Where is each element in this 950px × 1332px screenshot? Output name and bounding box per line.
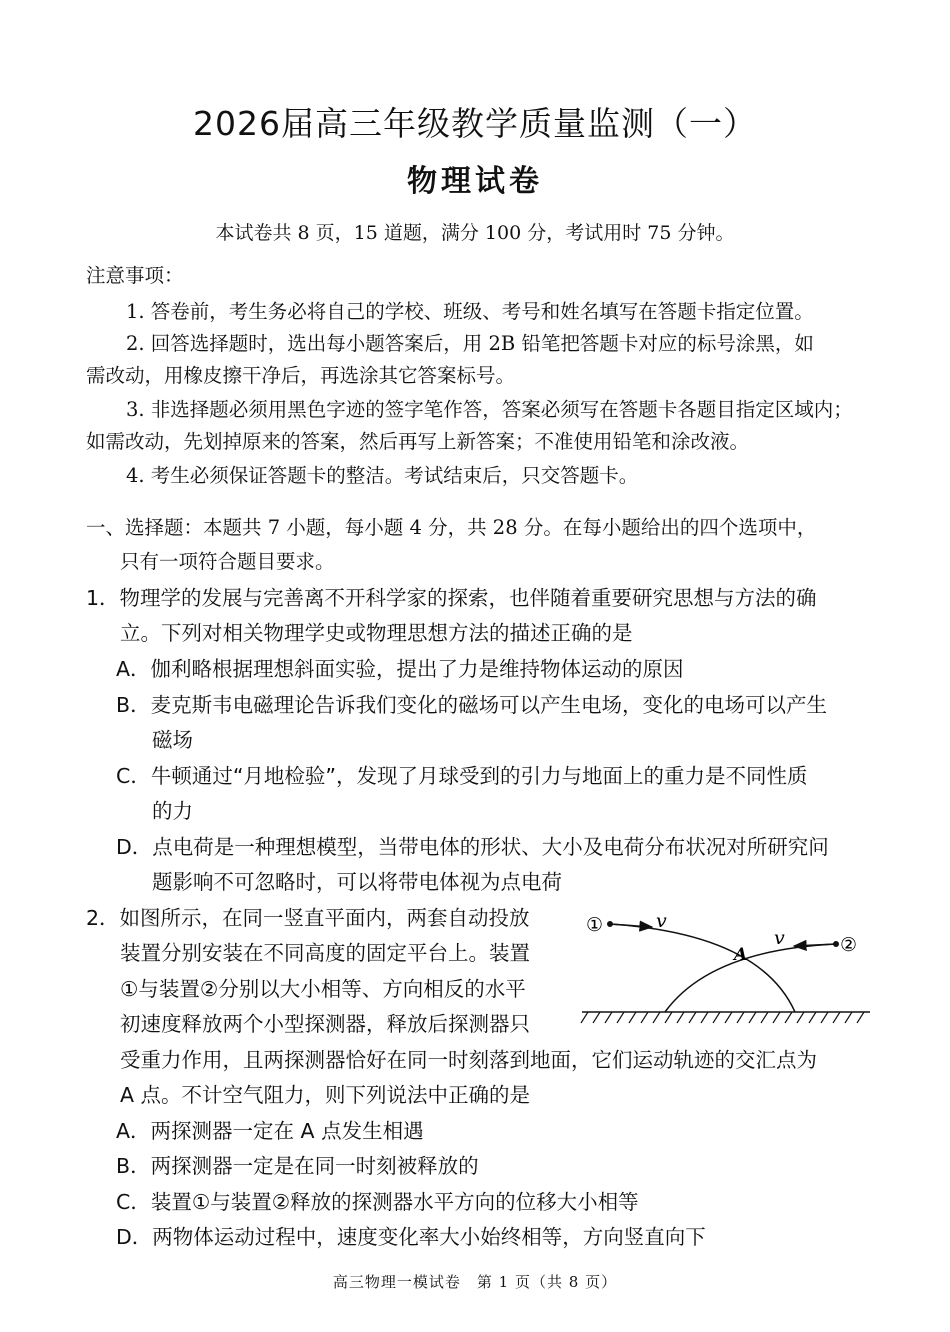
q2-option-c: C．装置①与装置②释放的探测器水平方向的位移大小相等: [116, 1190, 639, 1214]
notice-line: 4. 考生必须保证答题卡的整洁。考试结束后，只交答题卡。: [126, 464, 639, 487]
notice-line: 3. 非选择题必须用黑色字迹的签字笔作答，答案必须写在答题卡各题目指定区域内；: [126, 398, 853, 421]
device-label-2: ②: [840, 934, 858, 956]
q1-option-b-cont: 磁场: [152, 728, 193, 752]
q1-option-b: B．麦克斯韦电磁理论告诉我们变化的磁场可以产生电场，变化的电场可以产生: [116, 693, 828, 717]
exam-info: 本试卷共 8 页，15 道题，满分 100 分，考试用时 75 分钟。: [215, 222, 735, 244]
q2-stem: A 点。不计空气阻力，则下列说法中正确的是: [120, 1083, 531, 1107]
velocity-arrow-2: [794, 944, 836, 946]
notice-line: 需改动，用橡皮擦干净后，再选涂其它答案标号。: [86, 364, 516, 387]
q2-option-d: D．两物体运动过程中，速度变化率大小始终相等，方向竖直向下: [116, 1225, 706, 1249]
intersection-label: A: [734, 945, 748, 965]
q2-stem: 2．如图所示，在同一竖直平面内，两套自动投放: [86, 906, 530, 930]
exam-title: 2026届高三年级教学质量监测（一）: [193, 104, 757, 143]
q1-stem: 立。下列对相关物理学史或物理思想方法的描述正确的是: [120, 621, 633, 645]
velocity-label-2: v: [774, 927, 785, 949]
q1-option-d: D．点电荷是一种理想模型，当带电体的形状、大小及电荷分布状况对所研究问: [116, 835, 829, 859]
notice-heading: 注意事项：: [86, 264, 184, 287]
q1-option-a: A．伽利略根据理想斜面实验，提出了力是维持物体运动的原因: [116, 657, 684, 681]
q2-option-b: B．两探测器一定是在同一时刻被释放的: [116, 1154, 479, 1178]
q2-stem: 装置分别安装在不同高度的固定平台上。装置: [120, 941, 530, 965]
page-footer: 高三物理一模试卷 第 1 页（共 8 页）: [332, 1273, 618, 1291]
device-label-1: ①: [586, 914, 604, 936]
section-heading: 一、选择题：本题共 7 小题，每小题 4 分，共 28 分。在每小题给出的四个选项中，: [86, 516, 817, 539]
velocity-arrow-1: [610, 924, 652, 927]
q2-stem: 受重力作用，且两探测器恰好在同一时刻落到地面，它们运动轨迹的交汇点为: [120, 1048, 817, 1072]
trajectory-2: [665, 944, 836, 1012]
velocity-label-1: v: [656, 910, 667, 932]
q1-stem: 1．物理学的发展与完善离不开科学家的探索，也伴随着重要研究思想与方法的确: [86, 586, 817, 610]
q2-figure: [580, 900, 880, 1030]
trajectory-1: [610, 924, 795, 1012]
q2-stem: ①与装置②分别以大小相等、方向相反的水平: [120, 977, 526, 1001]
exam-subtitle: 物理试卷: [407, 164, 543, 199]
q1-option-c-cont: 的力: [152, 799, 193, 823]
notice-line: 1. 答卷前，考生务必将自己的学校、班级、考号和姓名填写在答题卡指定位置。: [126, 300, 814, 323]
q2-stem: 初速度释放两个小型探测器，释放后探测器只: [120, 1012, 530, 1036]
q1-option-d-cont: 题影响不可忽略时，可以将带电体视为点电荷: [152, 870, 562, 894]
notice-line: 如需改动，先划掉原来的答案，然后再写上新答案；不准使用铅笔和涂改液。: [86, 430, 750, 453]
section-heading-cont: 只有一项符合题目要求。: [120, 550, 335, 573]
q2-option-a: A．两探测器一定在 A 点发生相遇: [116, 1119, 424, 1143]
q1-option-c: C．牛顿通过“月地检验”，发现了月球受到的引力与地面上的重力是不同性质: [116, 764, 808, 788]
notice-line: 2. 回答选择题时，选出每小题答案后，用 2B 铅笔把答题卡对应的标号涂黑，如: [126, 332, 814, 355]
ground-hatch: [581, 1012, 864, 1023]
